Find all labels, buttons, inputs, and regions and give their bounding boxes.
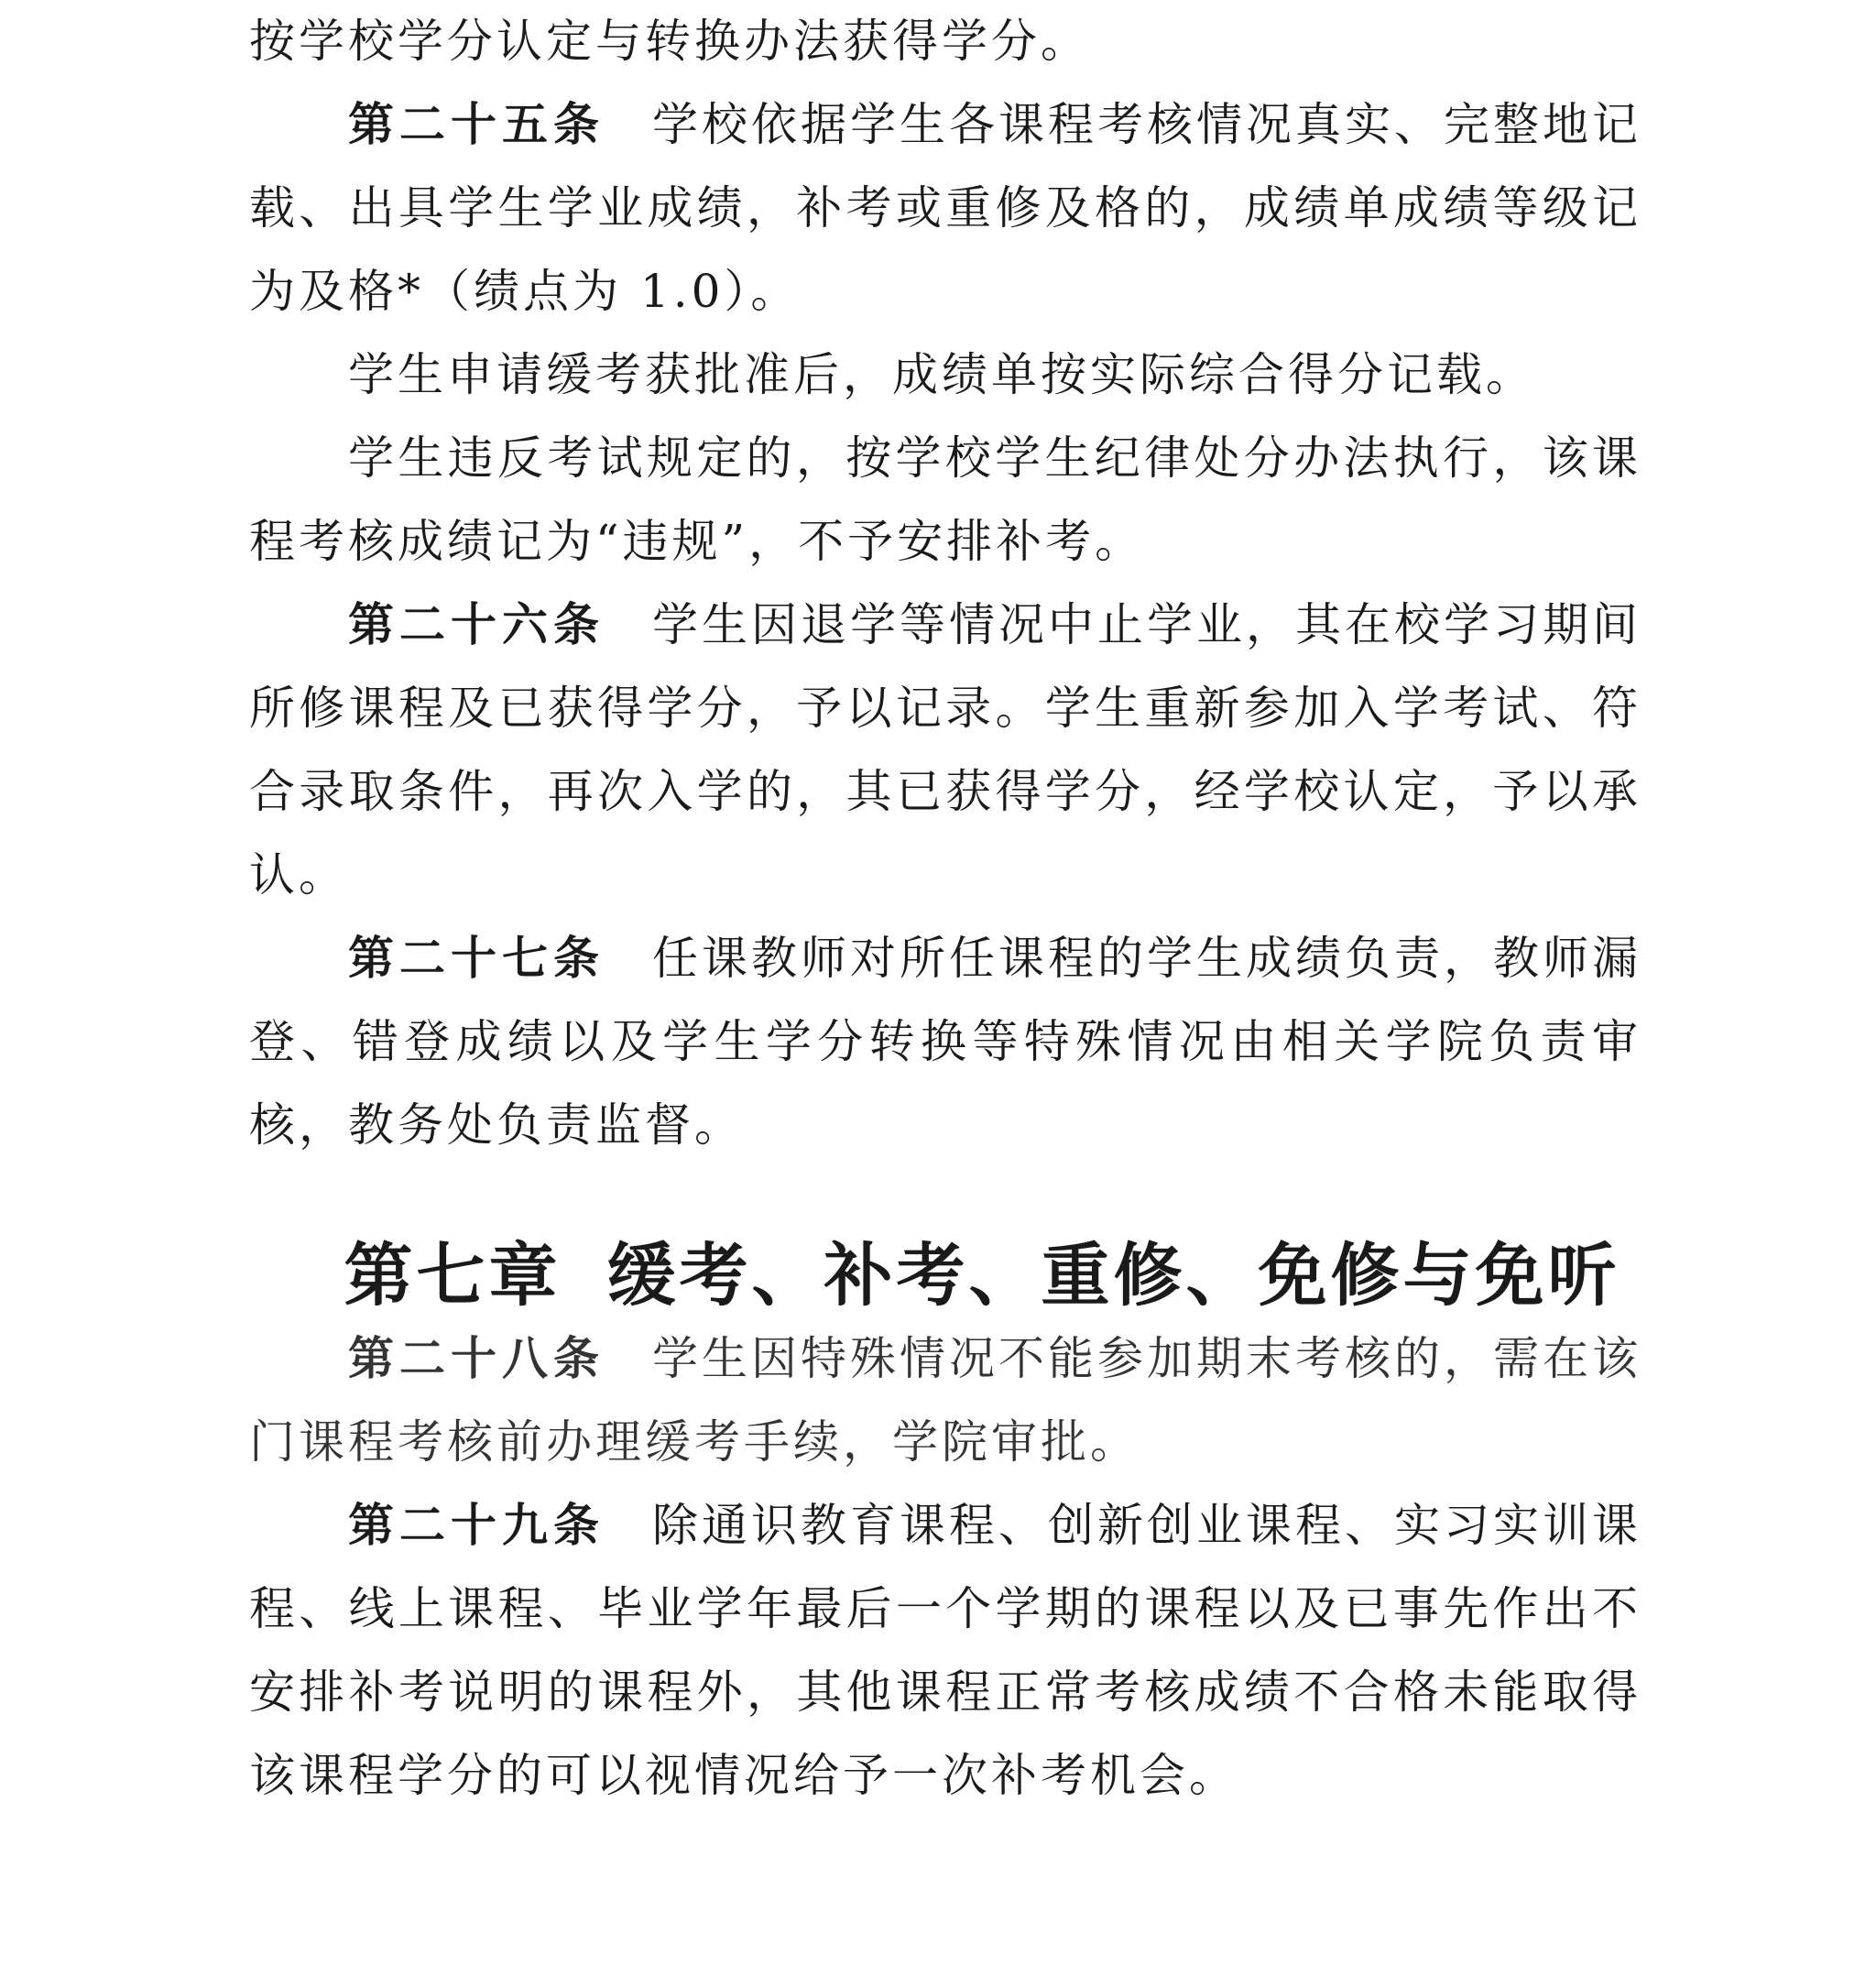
paragraph-text: 学生因特殊情况不能参加期末考核的，需在该门课程考核前办理缓考手续，学院审批。 xyxy=(249,1332,1642,1469)
document-page xyxy=(249,0,1642,1818)
article-29-paragraph xyxy=(249,1484,1642,1818)
article-number: 第二十八条 xyxy=(348,1332,605,1385)
paragraph-text: 除通识教育课程、创新创业课程、实习实训课程、线上课程、毕业学年最后一个学期的课程以及已事先作出不安排补考说明的课程外，其他课程正常考核成绩不合格未能取得该课程学分的可以视情况给予一次补考机会。 xyxy=(249,1499,1642,1802)
article-number: 第二十六条 xyxy=(348,598,605,651)
paragraph-text: 按学校学分认定与转换办法获得学分。 xyxy=(249,15,1090,68)
paragraph-text: 学生申请缓考获批准后，成绩单按实际综合得分记载。 xyxy=(348,348,1535,401)
chapter-heading xyxy=(286,1234,1678,1317)
chapter-number: 第七章 xyxy=(344,1235,562,1316)
chapter-title: 缓考、补考、重修、免修与免听 xyxy=(606,1235,1620,1316)
paragraph-text: 学生因退学等情况中止学业，其在校学习期间所修课程及已获得学分，予以记录。学生重新参加入学考试、符合录取条件，再次入学的，其已获得学分，经学校认定，予以承认。 xyxy=(249,598,1642,901)
paragraph xyxy=(249,417,1642,584)
article-27-paragraph xyxy=(249,917,1642,1167)
paragraph-text: 任课教师对所任课程的学生成绩负责，教师漏登、错登成绩以及学生学分转换等特殊情况由相关学院负责审核，教务处负责监督。 xyxy=(249,932,1642,1152)
paragraph xyxy=(249,333,1642,417)
article-number: 第二十五条 xyxy=(348,98,605,151)
article-26-paragraph xyxy=(249,584,1642,917)
article-25-paragraph xyxy=(249,83,1642,333)
paragraph xyxy=(249,0,1642,83)
article-number: 第二十七条 xyxy=(348,932,605,985)
article-number: 第二十九条 xyxy=(348,1499,605,1552)
article-28-paragraph xyxy=(249,1317,1642,1484)
section-spacer xyxy=(249,1167,1642,1234)
paragraph-text: 学生违反考试规定的，按学校学生纪律处分办法执行，该课程考核成绩记为“违规”，不予安排补考。 xyxy=(249,431,1642,568)
paragraph-text: 学校依据学生各课程考核情况真实、完整地记载、出具学生学业成绩，补考或重修及格的，成绩单成绩等级记为及格*（绩点为 1.0）。 xyxy=(249,98,1642,318)
